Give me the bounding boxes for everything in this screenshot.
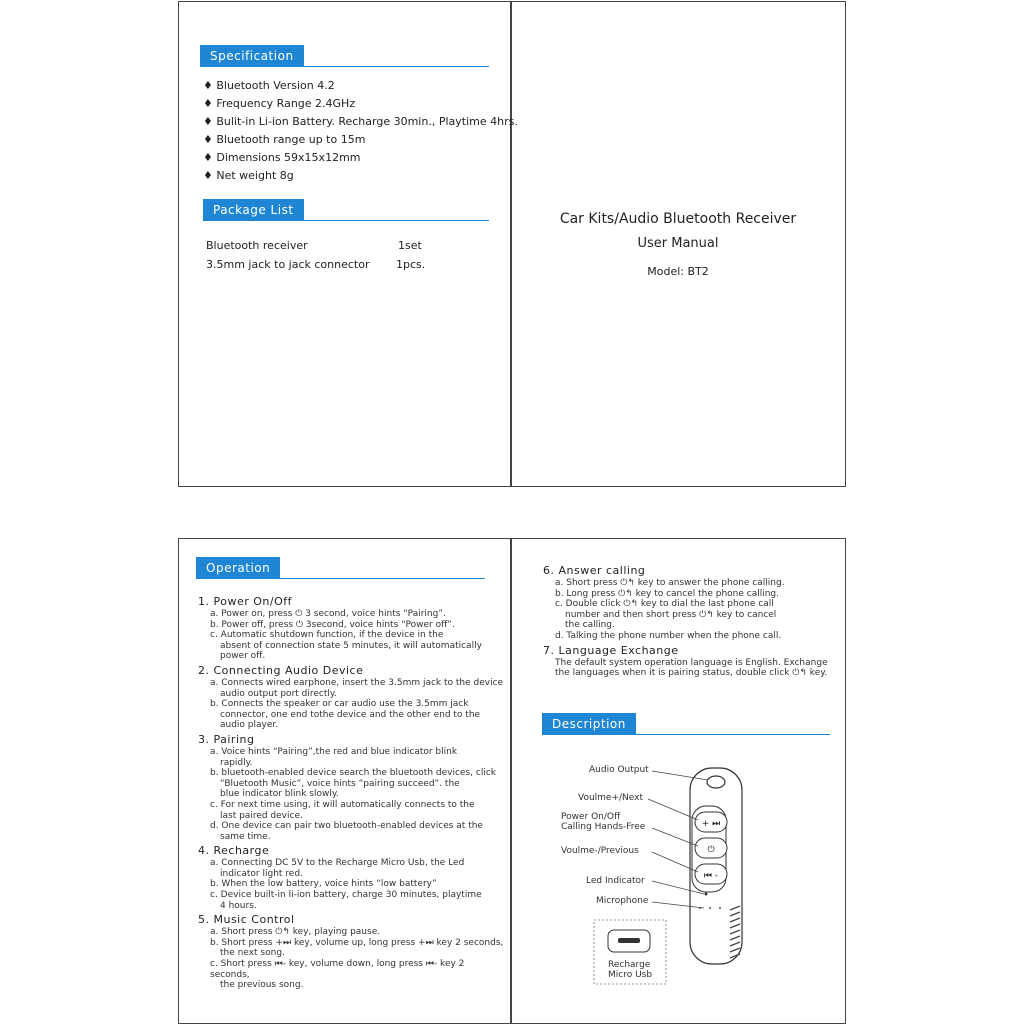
label-volume-down-previous: Voulme-/Previous bbox=[561, 846, 639, 856]
section-heading: 1. Power On/Off bbox=[198, 595, 292, 608]
instruction-line: rapidly. bbox=[220, 757, 253, 768]
section-heading: 3. Pairing bbox=[198, 732, 255, 746]
instruction-line: number and then short press ⏻↰ key to cancel bbox=[565, 609, 777, 620]
volume-up-button-label: + ⏭ bbox=[701, 819, 721, 829]
label-microphone: Microphone bbox=[596, 896, 649, 906]
instruction-line: b. When the low battery, voice hints “low battery” bbox=[210, 879, 437, 890]
operation-instructions bbox=[198, 593, 506, 991]
label-volume-up-next: Voulme+/Next bbox=[578, 793, 644, 803]
instruction-line: d. One device can pair two bluetooth-enabled devices at the bbox=[210, 821, 483, 832]
micro-usb-slot bbox=[618, 938, 640, 943]
instruction-line: the languages when it is pairing status, double click ⏻↰ key. bbox=[555, 668, 828, 679]
audio-output-jack bbox=[707, 776, 725, 788]
section-heading: 6. Answer calling bbox=[543, 564, 646, 577]
instruction-line: a. Connecting DC 5V to the Recharge Micro Usb, the Led bbox=[210, 858, 465, 869]
instruction-line: last paired device. bbox=[220, 810, 303, 821]
instruction-line: audio player. bbox=[220, 720, 279, 731]
spec-item: ♦ Bluetooth range up to 15m bbox=[203, 133, 366, 146]
instruction-line: c. For next time using, it will automatically connects to the bbox=[210, 799, 475, 810]
instruction-line: power off. bbox=[220, 651, 266, 662]
label-recharge: Recharge bbox=[608, 960, 651, 970]
spec-item: ♦ Bulit-in Li-ion Battery. Recharge 30min., Playtime 4hrs. bbox=[203, 115, 518, 128]
package-list-heading-rule bbox=[203, 220, 489, 222]
operation-heading bbox=[196, 557, 485, 579]
package-list-heading-label: Package List bbox=[203, 199, 304, 221]
answer-calling-instructions bbox=[543, 562, 835, 679]
instruction-line: a. Connects wired earphone, insert the 3.5mm jack to the device bbox=[210, 677, 504, 688]
manual-title: Car Kits/Audio Bluetooth Receiver bbox=[559, 211, 797, 227]
instruction-line: the previous song. bbox=[220, 980, 304, 991]
model-number: Model: BT2 bbox=[647, 265, 709, 278]
label-calling-hands-free: Calling Hands-Free bbox=[561, 822, 646, 832]
instruction-line: the calling. bbox=[565, 620, 615, 631]
instruction-line: b. Short press +⏭ key, volume up, long press +⏭ key 2 seconds, bbox=[210, 937, 504, 948]
instruction-line: blue indicator blink slowly. bbox=[220, 789, 339, 800]
instruction-line: connector, one end tothe device and the other end to the bbox=[220, 709, 481, 720]
description-heading-label: Description bbox=[542, 713, 636, 735]
section-heading: 2. Connecting Audio Device bbox=[198, 663, 364, 677]
instruction-line: absent of connection state 5 minutes, it will automatically bbox=[220, 640, 482, 651]
power-button-label: ⏻ bbox=[707, 845, 715, 855]
package-item-qty: 1set bbox=[398, 239, 422, 252]
instruction-line: The default system operation language is English. Exchange bbox=[555, 657, 828, 668]
instruction-line: d. Talking the phone number when the phone call. bbox=[555, 630, 782, 641]
section-heading: 4. Recharge bbox=[198, 844, 270, 858]
section-heading: 7. Language Exchange bbox=[543, 643, 679, 657]
operation-heading-rule bbox=[196, 578, 485, 580]
instruction-line: b. bluetooth-enabled device search the bluetooth devices, click bbox=[210, 768, 496, 779]
spec-item: ♦ Bluetooth Version 4.2 bbox=[203, 79, 335, 92]
instruction-line: c. Double click ⏻↰ key to dial the last phone call bbox=[555, 599, 774, 610]
instruction-line: a. Voice hints “Pairing”,the red and blue indicator blink bbox=[210, 746, 458, 757]
spec-item: ♦ Frequency Range 2.4GHz bbox=[203, 97, 356, 110]
instruction-line: b. Power off, press ⏻ 3second, voice hints “Power off”. bbox=[210, 619, 455, 630]
specification-heading-label: Specification bbox=[200, 45, 304, 67]
instruction-line: b. Long press ⏻↰ key to cancel the phone calling. bbox=[555, 588, 780, 599]
package-item-qty: 1pcs. bbox=[396, 258, 426, 271]
operation-heading-label: Operation bbox=[196, 557, 280, 579]
instruction-line: c. Automatic shutdown function, if the device in the bbox=[210, 630, 444, 641]
instruction-line: a. Short press ⏻↰ key to answer the phone calling. bbox=[555, 578, 785, 588]
description-heading-rule bbox=[542, 734, 830, 736]
description-heading bbox=[542, 713, 830, 735]
manual-subtitle: User Manual bbox=[637, 236, 719, 251]
instruction-line: a. Power on, press ⏻ 3 second, voice hints “Pairing”. bbox=[210, 609, 446, 619]
specification-heading bbox=[200, 45, 489, 67]
section-heading: 5. Music Control bbox=[198, 913, 295, 927]
instruction-line: c. Short press ⏮- key, volume down, long press ⏮- key 2 seconds, bbox=[210, 959, 465, 980]
instruction-line: indicator light red. bbox=[220, 868, 303, 879]
label-micro-usb: Micro Usb bbox=[608, 970, 653, 980]
bottom-sheet-fold bbox=[510, 538, 512, 1024]
specification-heading-rule bbox=[200, 66, 489, 68]
instruction-line: “Bluetooth Music”, voice hints “pairing succeed”. the bbox=[220, 778, 460, 789]
instruction-line: same time. bbox=[220, 831, 271, 842]
instruction-line: b. Connects the speaker or car audio use the 3.5mm jack bbox=[210, 699, 469, 710]
top-sheet-fold bbox=[510, 1, 512, 487]
led-indicator-dot bbox=[705, 893, 708, 896]
label-audio-output: Audio Output bbox=[589, 765, 649, 775]
instruction-line: audio output port directly. bbox=[220, 688, 337, 699]
package-item-name: Bluetooth receiver bbox=[206, 239, 308, 252]
spec-item: ♦ Net weight 8g bbox=[203, 169, 294, 182]
label-led-indicator: Led Indicator bbox=[586, 876, 645, 886]
instruction-line: a. Short press ⏻↰ key, playing pause. bbox=[210, 927, 381, 938]
package-list-heading bbox=[203, 199, 489, 221]
spec-item: ♦ Dimensions 59x15x12mm bbox=[203, 151, 361, 164]
package-item-name: 3.5mm jack to jack connector bbox=[206, 258, 370, 271]
instruction-line: 4 hours. bbox=[220, 900, 257, 911]
label-power-on-off: Power On/Off bbox=[561, 812, 621, 822]
instruction-line: c. Device built-in li-ion battery, charge 30 minutes, playtime bbox=[210, 890, 482, 901]
instruction-line: the next song. bbox=[220, 948, 285, 959]
volume-down-button-label: ⏮ - bbox=[703, 871, 719, 881]
specification-list bbox=[203, 77, 518, 185]
